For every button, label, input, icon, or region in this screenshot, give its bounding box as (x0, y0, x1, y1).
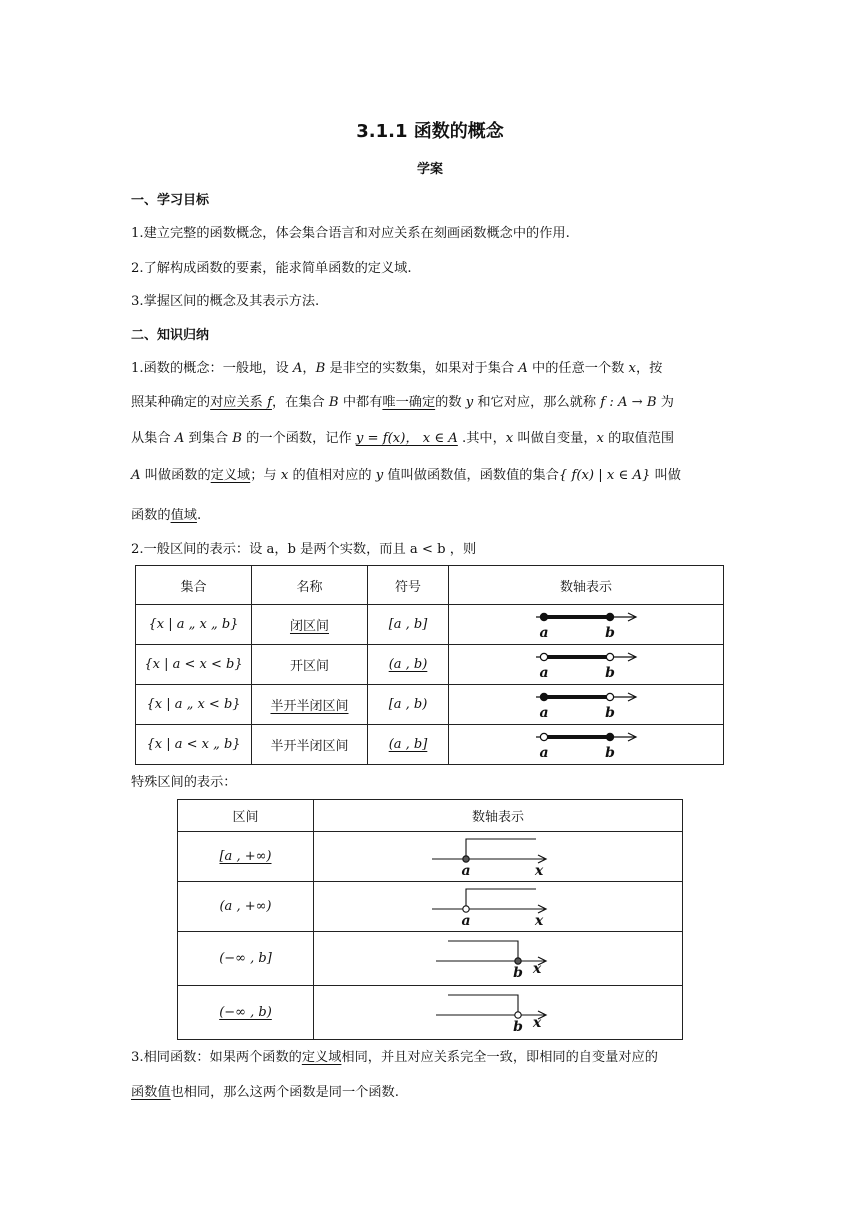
term-correspondence: 对应关系 f (210, 395, 272, 410)
endpoint-label: b (513, 1018, 523, 1035)
number-line (516, 648, 656, 682)
symbol-cell: (a , b) (388, 657, 428, 672)
paragraph-line: 函数的值域. (131, 508, 202, 523)
table-header-row (136, 566, 724, 605)
endpoint-a (540, 693, 547, 700)
name-cell: 半开半闭区间 (270, 699, 349, 714)
table-row (178, 882, 683, 932)
name-cell: 半开半闭区间 (252, 725, 368, 765)
endpoint-a (540, 613, 547, 620)
interval-cell: [a , +∞) (219, 849, 272, 864)
paragraph-line: A 叫做函数的定义域；与 x 的值相对应的 y 值叫做函数值，函数值的集合{ f(x) | x ∈ A} 叫做 (131, 468, 681, 483)
special-interval-table (177, 799, 683, 1040)
table-row (178, 932, 683, 986)
endpoint-b (606, 693, 613, 700)
goal-item: 3.掌握区间的概念及其表示方法. (131, 294, 320, 309)
number-line-cell (314, 882, 683, 932)
table-header: 数轴表示 (449, 566, 724, 605)
endpoint-a (540, 653, 547, 660)
endpoint-label-b: b (605, 744, 615, 761)
number-line-cell (314, 986, 683, 1040)
table-row (136, 645, 724, 685)
table-header: 数轴表示 (314, 800, 683, 832)
page-title: 3.1.1 函数的概念 (356, 121, 504, 142)
number-line (428, 937, 568, 981)
paragraph-line: 照某种确定的对应关系 f，在集合 B 中都有唯一确定的数 y 和它对应，那么就称 f : A → B 为 (131, 395, 674, 410)
endpoint-b (606, 653, 613, 660)
endpoint-label: b (513, 964, 523, 981)
paragraph-line: 函数值也相同，那么这两个函数是同一个函数. (131, 1085, 399, 1100)
paragraph-line: 1.函数的概念：一般地，设 A，B 是非空的实数集，如果对于集合 A 中的任意一个数 x，按 (131, 361, 663, 376)
table-header: 名称 (252, 566, 368, 605)
endpoint (515, 957, 521, 963)
name-cell: 闭区间 (289, 619, 329, 634)
axis-label-x: x (534, 912, 544, 929)
endpoint-label-a: a (539, 664, 549, 681)
paragraph-line: 2.一般区间的表示：设 a，b 是两个实数，而且 a < b ，则 (131, 542, 477, 557)
endpoint-label-a: a (539, 744, 549, 761)
term-domain: 定义域 (301, 1050, 342, 1065)
number-line (428, 991, 568, 1035)
table-row (178, 832, 683, 882)
goal-item: 2.了解构成函数的要素，能求简单函数的定义域. (131, 261, 412, 276)
set-cell: {x | a < x < b} (136, 645, 252, 685)
number-line (516, 728, 656, 762)
axis-label-x: x (532, 960, 542, 977)
term-domain: 定义域 (210, 468, 251, 483)
paragraph-line: 3.相同函数：如果两个函数的定义域相同，并且对应关系完全一致，即相同的自变量对应的 (131, 1050, 658, 1065)
endpoint-label-b: b (605, 704, 615, 721)
table-header: 符号 (368, 566, 449, 605)
endpoint-label: a (461, 912, 471, 929)
table-row (178, 986, 683, 1040)
goal-item: 1.建立完整的函数概念，体会集合语言和对应关系在刻画函数概念中的作用. (131, 226, 570, 241)
interval-cell: (a , +∞) (178, 882, 314, 932)
endpoint-label-b: b (605, 664, 615, 681)
number-line (516, 608, 656, 642)
set-cell: {x | a „ x < b} (136, 685, 252, 725)
interval-table (135, 565, 724, 765)
table-row (136, 725, 724, 765)
number-line-cell (449, 725, 724, 765)
symbol-cell: (a , b] (388, 737, 428, 752)
interval-cell: (−∞ , b] (178, 932, 314, 986)
name-cell: 开区间 (252, 645, 368, 685)
endpoint (463, 855, 469, 861)
interval-bracket (466, 889, 536, 909)
function-notation: y = f(x)， x ∈ A (355, 431, 458, 446)
table-header: 集合 (136, 566, 252, 605)
number-line-cell (314, 932, 683, 986)
symbol-cell: [a , b) (368, 685, 449, 725)
endpoint-label-a: a (539, 624, 549, 641)
number-line (516, 688, 656, 722)
table-header-row (178, 800, 683, 832)
endpoint-label: a (461, 862, 471, 879)
interval-bracket (448, 941, 518, 961)
term-function-value: 函数值 (131, 1085, 171, 1100)
endpoint (515, 1011, 521, 1017)
interval-cell: (−∞ , b) (219, 1005, 272, 1020)
page-subtitle: 学案 (416, 162, 443, 177)
endpoint (463, 905, 469, 911)
number-line-cell (449, 605, 724, 645)
interval-bracket (466, 839, 536, 859)
endpoint-b (606, 733, 613, 740)
term-range: 值域 (170, 508, 197, 523)
number-line (428, 885, 568, 929)
set-cell: {x | a „ x „ b} (136, 605, 252, 645)
number-line-cell (314, 832, 683, 882)
table-row (136, 685, 724, 725)
paragraph-line: 特殊区间的表示： (131, 775, 237, 790)
set-cell: {x | a < x „ b} (136, 725, 252, 765)
endpoint-a (540, 733, 547, 740)
symbol-cell: [a , b] (368, 605, 449, 645)
table-header: 区间 (178, 800, 314, 832)
section-heading-knowledge: 二、知识归纳 (131, 328, 210, 343)
endpoint-label-b: b (605, 624, 615, 641)
term-unique: 唯一确定 (382, 395, 436, 410)
paragraph-line: 从集合 A 到集合 B 的一个函数，记作 y = f(x)， x ∈ A .其中，x 叫做自变量，x 的取值范围 (131, 431, 675, 446)
endpoint-label-a: a (539, 704, 549, 721)
interval-bracket (448, 995, 518, 1015)
number-line-cell (449, 685, 724, 725)
axis-label-x: x (534, 862, 544, 879)
section-heading-goals: 一、学习目标 (131, 193, 210, 208)
axis-label-x: x (532, 1014, 542, 1031)
number-line (428, 835, 568, 879)
number-line-cell (449, 645, 724, 685)
table-row (136, 605, 724, 645)
endpoint-b (606, 613, 613, 620)
